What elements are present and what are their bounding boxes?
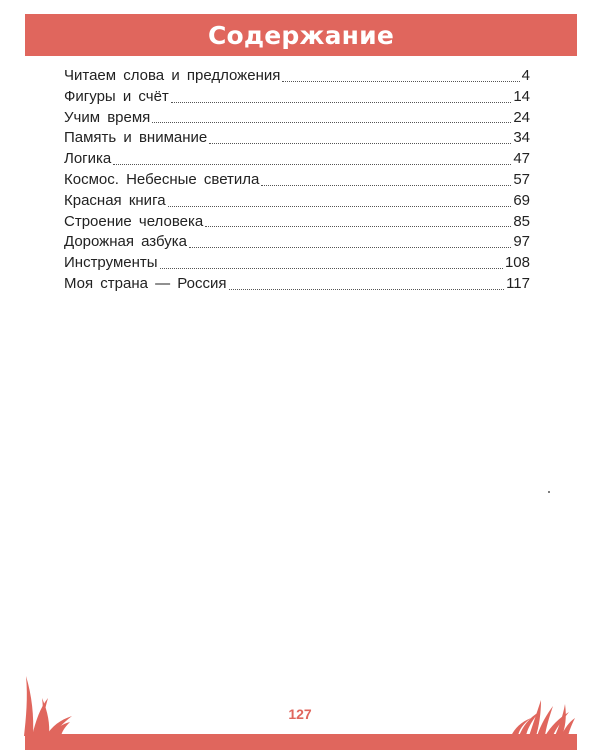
toc-entry-label: Строение человека [64,212,204,230]
toc-entry-page: 97 [513,233,530,251]
toc-entry-page: 57 [513,170,530,188]
toc-entry[interactable] [64,149,530,170]
toc-dot-leader [160,268,503,269]
toc-entry-label: Дорожная азбука [64,233,188,251]
toc-entry-label: Учим время [64,108,151,126]
toc-entry[interactable] [64,232,530,253]
toc-entry[interactable] [64,253,530,274]
toc-entry-label: Память и внимание [64,129,208,147]
page-title: Содержание [207,20,395,50]
toc-entry-label: Читаем слова и предложения [64,67,281,84]
toc-entry[interactable] [64,128,530,149]
toc-entry[interactable] [64,274,530,295]
toc-dot-leader [152,122,511,123]
toc-dot-leader [229,289,505,290]
toc-entry[interactable] [64,191,530,212]
toc-entry-page: 24 [513,108,530,126]
toc-dot-leader [189,247,511,248]
print-speck [548,491,550,493]
toc-entry-page: 85 [513,212,530,230]
table-of-contents [64,66,530,295]
toc-dot-leader [261,185,511,186]
toc-entry[interactable] [64,170,530,191]
toc-dot-leader [113,164,511,165]
toc-entry-label: Моя страна — Россия [64,274,227,292]
toc-dot-leader [171,102,512,103]
toc-entry-page: 34 [513,129,530,147]
toc-entry-label: Космос. Небесные светила [64,170,260,188]
footer-band [25,734,577,750]
grass-icon [22,668,92,736]
toc-dot-leader [205,226,511,227]
toc-entry-page: 69 [513,191,530,209]
toc-entry-page: 4 [521,67,530,84]
toc-entry[interactable] [64,66,530,87]
toc-entry[interactable] [64,87,530,108]
toc-entry-page: 14 [513,87,530,105]
page-number: 127 [288,706,312,722]
toc-entry[interactable] [64,212,530,233]
toc-entry-page: 108 [504,254,530,272]
toc-dot-leader [282,81,519,82]
toc-entry-label: Логика [64,150,112,168]
toc-dot-leader [168,206,512,207]
toc-dot-leader [209,143,511,144]
toc-entry-label: Фигуры и счёт [64,87,169,105]
toc-entry-label: Инструменты [64,254,158,272]
toc-entry-label: Красная книга [64,191,166,209]
toc-entry-page: 47 [513,150,530,168]
header-band [25,14,577,56]
toc-entry-page: 117 [506,274,530,292]
toc-entry[interactable] [64,108,530,129]
